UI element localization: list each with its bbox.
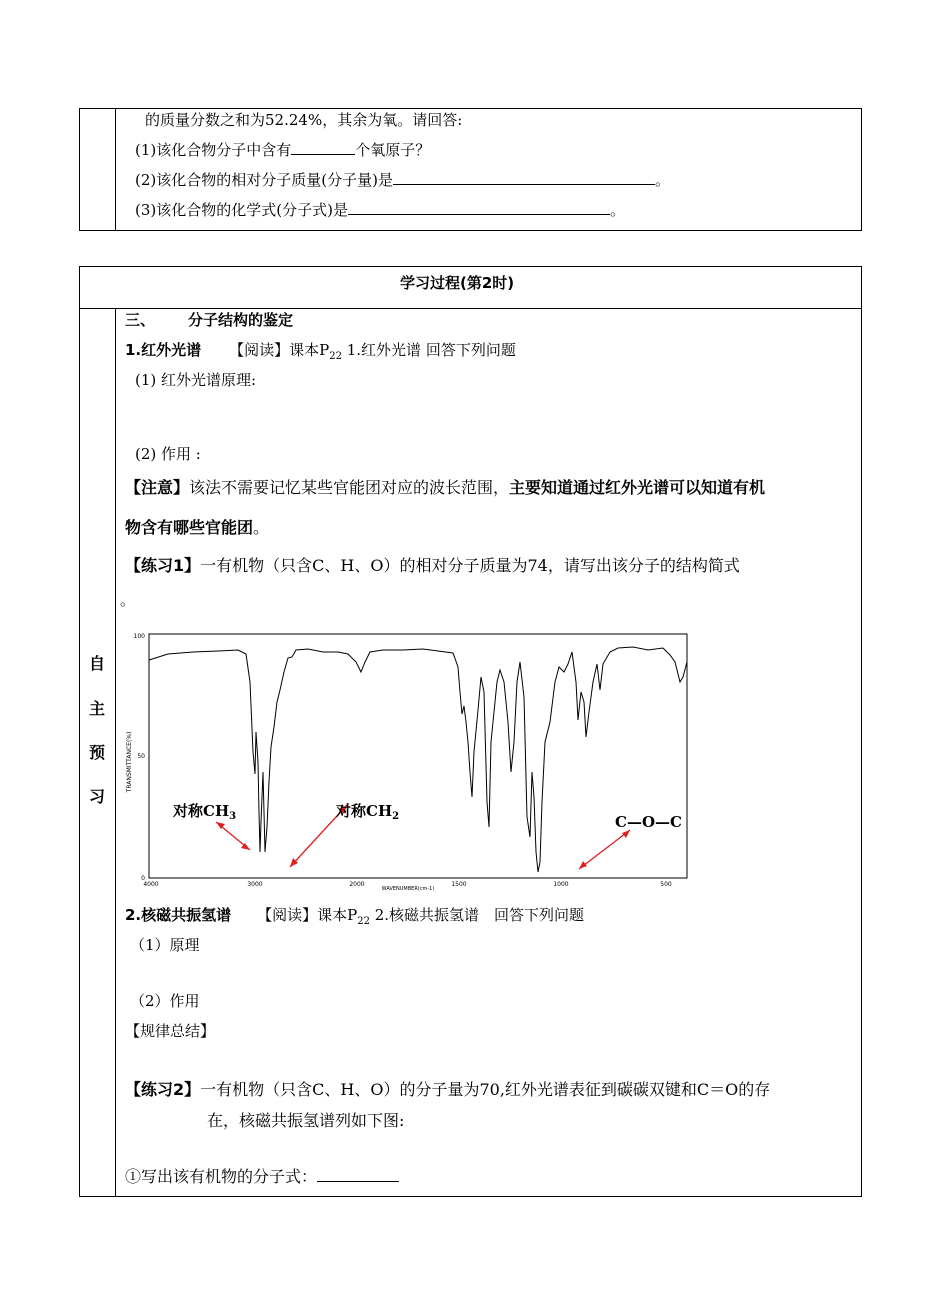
x-tick-1500: 1500: [451, 881, 467, 888]
chart-frame: [149, 634, 687, 878]
ir-read-rest: 1.红外光谱 回答下列问题: [341, 341, 516, 359]
ex2-line1: [125, 1080, 770, 1100]
ex1-tag: 【练习1】: [125, 556, 201, 575]
note-line1: [125, 478, 765, 498]
section-header: 学习过程(第2时): [400, 274, 515, 292]
ir-read: 【阅读】课本P: [229, 341, 330, 359]
annotation-ch3: [172, 802, 236, 822]
top-q1: [135, 140, 430, 160]
note-text: 该法不需要记忆某些官能团对应的波长范围，: [189, 478, 510, 497]
answer-blank-2[interactable]: [393, 170, 655, 185]
coc-arrowhead-start: [622, 830, 630, 838]
top-table-divider: [115, 108, 116, 231]
coc-arrowhead-end: [579, 861, 587, 869]
ir-line: [125, 340, 516, 367]
annotation-ch2: [335, 802, 399, 822]
ir-q1: (1) 红外光谱原理:: [135, 371, 257, 389]
annotation-ch3-label: 对称CH: [173, 802, 230, 820]
top-q2-tail: 。: [654, 171, 670, 189]
x-tick-500: 500: [660, 881, 672, 888]
ir-title: 1.红外光谱: [125, 341, 202, 359]
nmr-line: [125, 905, 584, 932]
x-axis-label: WAVENUMBER(cm-1): [381, 886, 435, 892]
heading-text: 分子结构的鉴定: [188, 311, 294, 329]
side-label-char-2: 主: [88, 699, 105, 718]
nmr-q2: （2）作用: [130, 992, 200, 1010]
top-q1-text: (1)该化合物分子中含有: [135, 141, 292, 159]
annotation-ch2-sub: 2: [392, 811, 400, 822]
nmr-q1: （1）原理: [130, 936, 200, 954]
y-axis-label: [126, 732, 133, 794]
side-label-char-1: 自: [88, 654, 105, 673]
x-tick-1000: 1000: [553, 881, 569, 888]
note-line2: [125, 518, 269, 538]
top-q3-text: (3)该化合物的化学式(分子式)是: [135, 201, 348, 219]
answer-blank-1[interactable]: [291, 140, 355, 155]
main-table-header-line: [79, 308, 862, 309]
side-label-char-4: 习: [88, 787, 105, 806]
note-bold2: 物含有哪些官能团: [125, 518, 254, 537]
nmr-title: 2.核磁共振氢谱: [125, 906, 232, 924]
side-label-char-3: 预: [88, 743, 105, 762]
ex2-q1: [125, 1167, 399, 1187]
y-tick-100: 100: [133, 633, 145, 640]
ex1-end: 。: [120, 591, 136, 609]
ex2-tag: 【练习2】: [125, 1080, 201, 1099]
top-line0: 的质量分数之和为52.24%，其余为氧。请回答:: [145, 111, 463, 129]
top-q2: [135, 170, 670, 190]
note-end: 。: [253, 518, 270, 537]
note-tag: 【注意】: [125, 478, 190, 497]
y-tick-50: 50: [137, 753, 145, 760]
top-q3: [135, 200, 625, 220]
annotation-coc: C—O—C: [615, 813, 682, 831]
y-tick-0: 0: [141, 875, 145, 882]
main-table-divider: [115, 308, 116, 1197]
answer-blank-formula[interactable]: [317, 1167, 399, 1182]
top-q2-text: (2)该化合物的相对分子质量(分子量)是: [135, 171, 393, 189]
ex2-text1: 一有机物（只含C、H、O）的分子量为70,红外光谱表征到碳碳双键和C＝O的存: [200, 1080, 771, 1099]
annotation-ch3-sub: 3: [229, 811, 237, 822]
ir-page: 22: [329, 351, 342, 362]
annotation-ch2-label: 对称CH: [336, 802, 393, 820]
nmr-page: 22: [357, 916, 370, 927]
ir-q2: (2) 作用 :: [135, 445, 201, 463]
x-tick-3000: 3000: [247, 881, 263, 888]
x-tick-4000: 4000: [143, 881, 159, 888]
spectrum-line: [149, 647, 687, 872]
note-bold1: 主要知道通过红外光谱可以知道有机: [509, 478, 766, 497]
answer-blank-3[interactable]: [348, 200, 610, 215]
heading-num: 三、: [125, 311, 156, 329]
nmr-read: 【阅读】课本P: [257, 906, 358, 924]
ex1-line: [125, 556, 740, 576]
coc-arrow: [579, 830, 630, 869]
ir-spectrum-chart: [118, 622, 698, 894]
top-q3-tail: 。: [609, 201, 625, 219]
ex2-q1-text: ①写出该有机物的分子式：: [125, 1167, 318, 1186]
x-tick-2000: 2000: [349, 881, 365, 888]
rule-summary: 【规律总结】: [125, 1022, 216, 1040]
y-axis-label-text: TRANSMITTANCE(%): [126, 731, 133, 793]
top-q1-tail: 个氧原子？: [355, 141, 431, 159]
ex2-line2: 在，核磁共振氢谱列如下图:: [207, 1111, 405, 1130]
ex1-text: 一有机物（只含C、H、O）的相对分子质量为74，请写出该分子的结构简式: [200, 556, 740, 575]
nmr-read-rest: 2.核磁共振氢谱 回答下列问题: [369, 906, 585, 924]
